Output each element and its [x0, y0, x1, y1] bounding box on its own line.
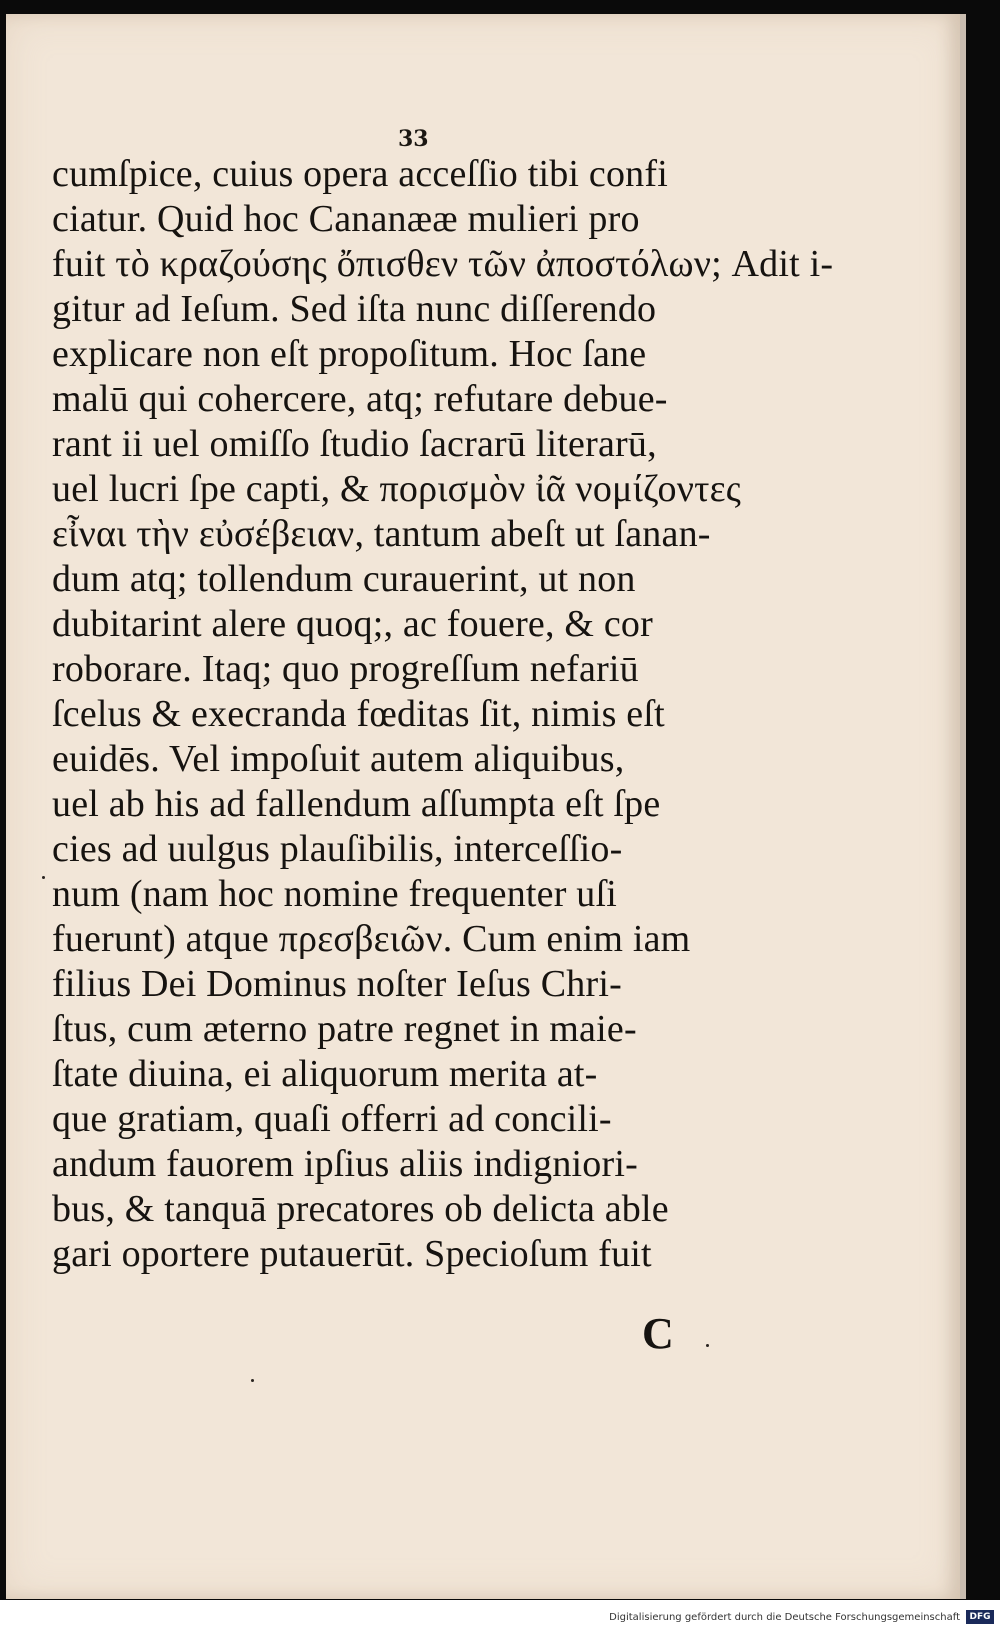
text-line: ſcelus & execranda fœditas ſit, nimis eſt [52, 693, 665, 735]
text-line: euidēs. Vel impoſuit autem aliquibus, [52, 738, 625, 780]
text-line: roborare. Itaq; quo progreſſum nefariū [52, 648, 639, 690]
text-line: malū qui cohercere, atq; refutare debue- [52, 378, 668, 420]
text-line: gari oportere putauerūt. Specioſum fuit [52, 1233, 652, 1275]
text-line: dum atq; tollendum curauerint, ut non [52, 558, 636, 600]
text-line: fuerunt) atque πρεσβειῶν. Cum enim iam [52, 918, 691, 960]
ink-speck [706, 1344, 709, 1347]
funding-credit: Digitalisierung gefördert durch die Deutsche Forschungsgemeinschaft [609, 1612, 960, 1623]
text-line: ciatur. Quid hoc Cananææ mulieri pro [52, 198, 640, 240]
dfg-logo-icon: DFG [966, 1610, 994, 1624]
text-line: explicare non eſt propoſitum. Hoc ſane [52, 333, 647, 375]
signature-mark: C [642, 1309, 674, 1358]
text-line: andum fauorem ipſius aliis indigniori- [52, 1143, 638, 1185]
body-text [52, 152, 834, 1277]
text-line: rant ii uel omiſſo ſtudio ſacrarū literarū, [52, 423, 657, 465]
text-line: cumſpice, cuius opera acceſſio tibi confi [52, 153, 668, 195]
text-line: fuit τὸ κραζούσης ὄπισθεν τῶν ἀποστόλων; Adit i- [52, 243, 834, 285]
text-line: ſtus, cum æterno patre regnet in maie- [52, 1008, 637, 1050]
text-line: gitur ad Ieſum. Sed iſta nunc diſſerendo [52, 288, 657, 330]
text-line: ſtate diuina, ei aliquorum merita at- [52, 1053, 598, 1095]
text-line: filius Dei Dominus noſter Ieſus Chri- [52, 963, 622, 1005]
text-line: dubitarint alere quoq;, ac fouere, & cor [52, 603, 653, 645]
book-page [6, 14, 966, 1599]
page-number: 33 [398, 126, 429, 152]
text-line: εἶναι τὴν εὐσέβειαν, tantum abeſt ut ſanan- [52, 513, 711, 555]
text-line: bus, & tanquā precatores ob delicta able [52, 1188, 669, 1230]
text-line: uel ab his ad fallendum aſſumpta eſt ſpe [52, 783, 661, 825]
footer-bar [0, 1600, 1000, 1635]
ink-speck [251, 1379, 254, 1382]
ink-speck [42, 876, 45, 879]
text-line: num (nam hoc nomine frequenter uſi [52, 873, 618, 915]
text-line: uel lucri ſpe capti, & πορισμὸν ἰᾶ νομίζοντες [52, 468, 741, 510]
text-line: cies ad uulgus plauſibilis, interceſſio- [52, 828, 623, 870]
text-line: que gratiam, quaſi offerri ad concili- [52, 1098, 612, 1140]
